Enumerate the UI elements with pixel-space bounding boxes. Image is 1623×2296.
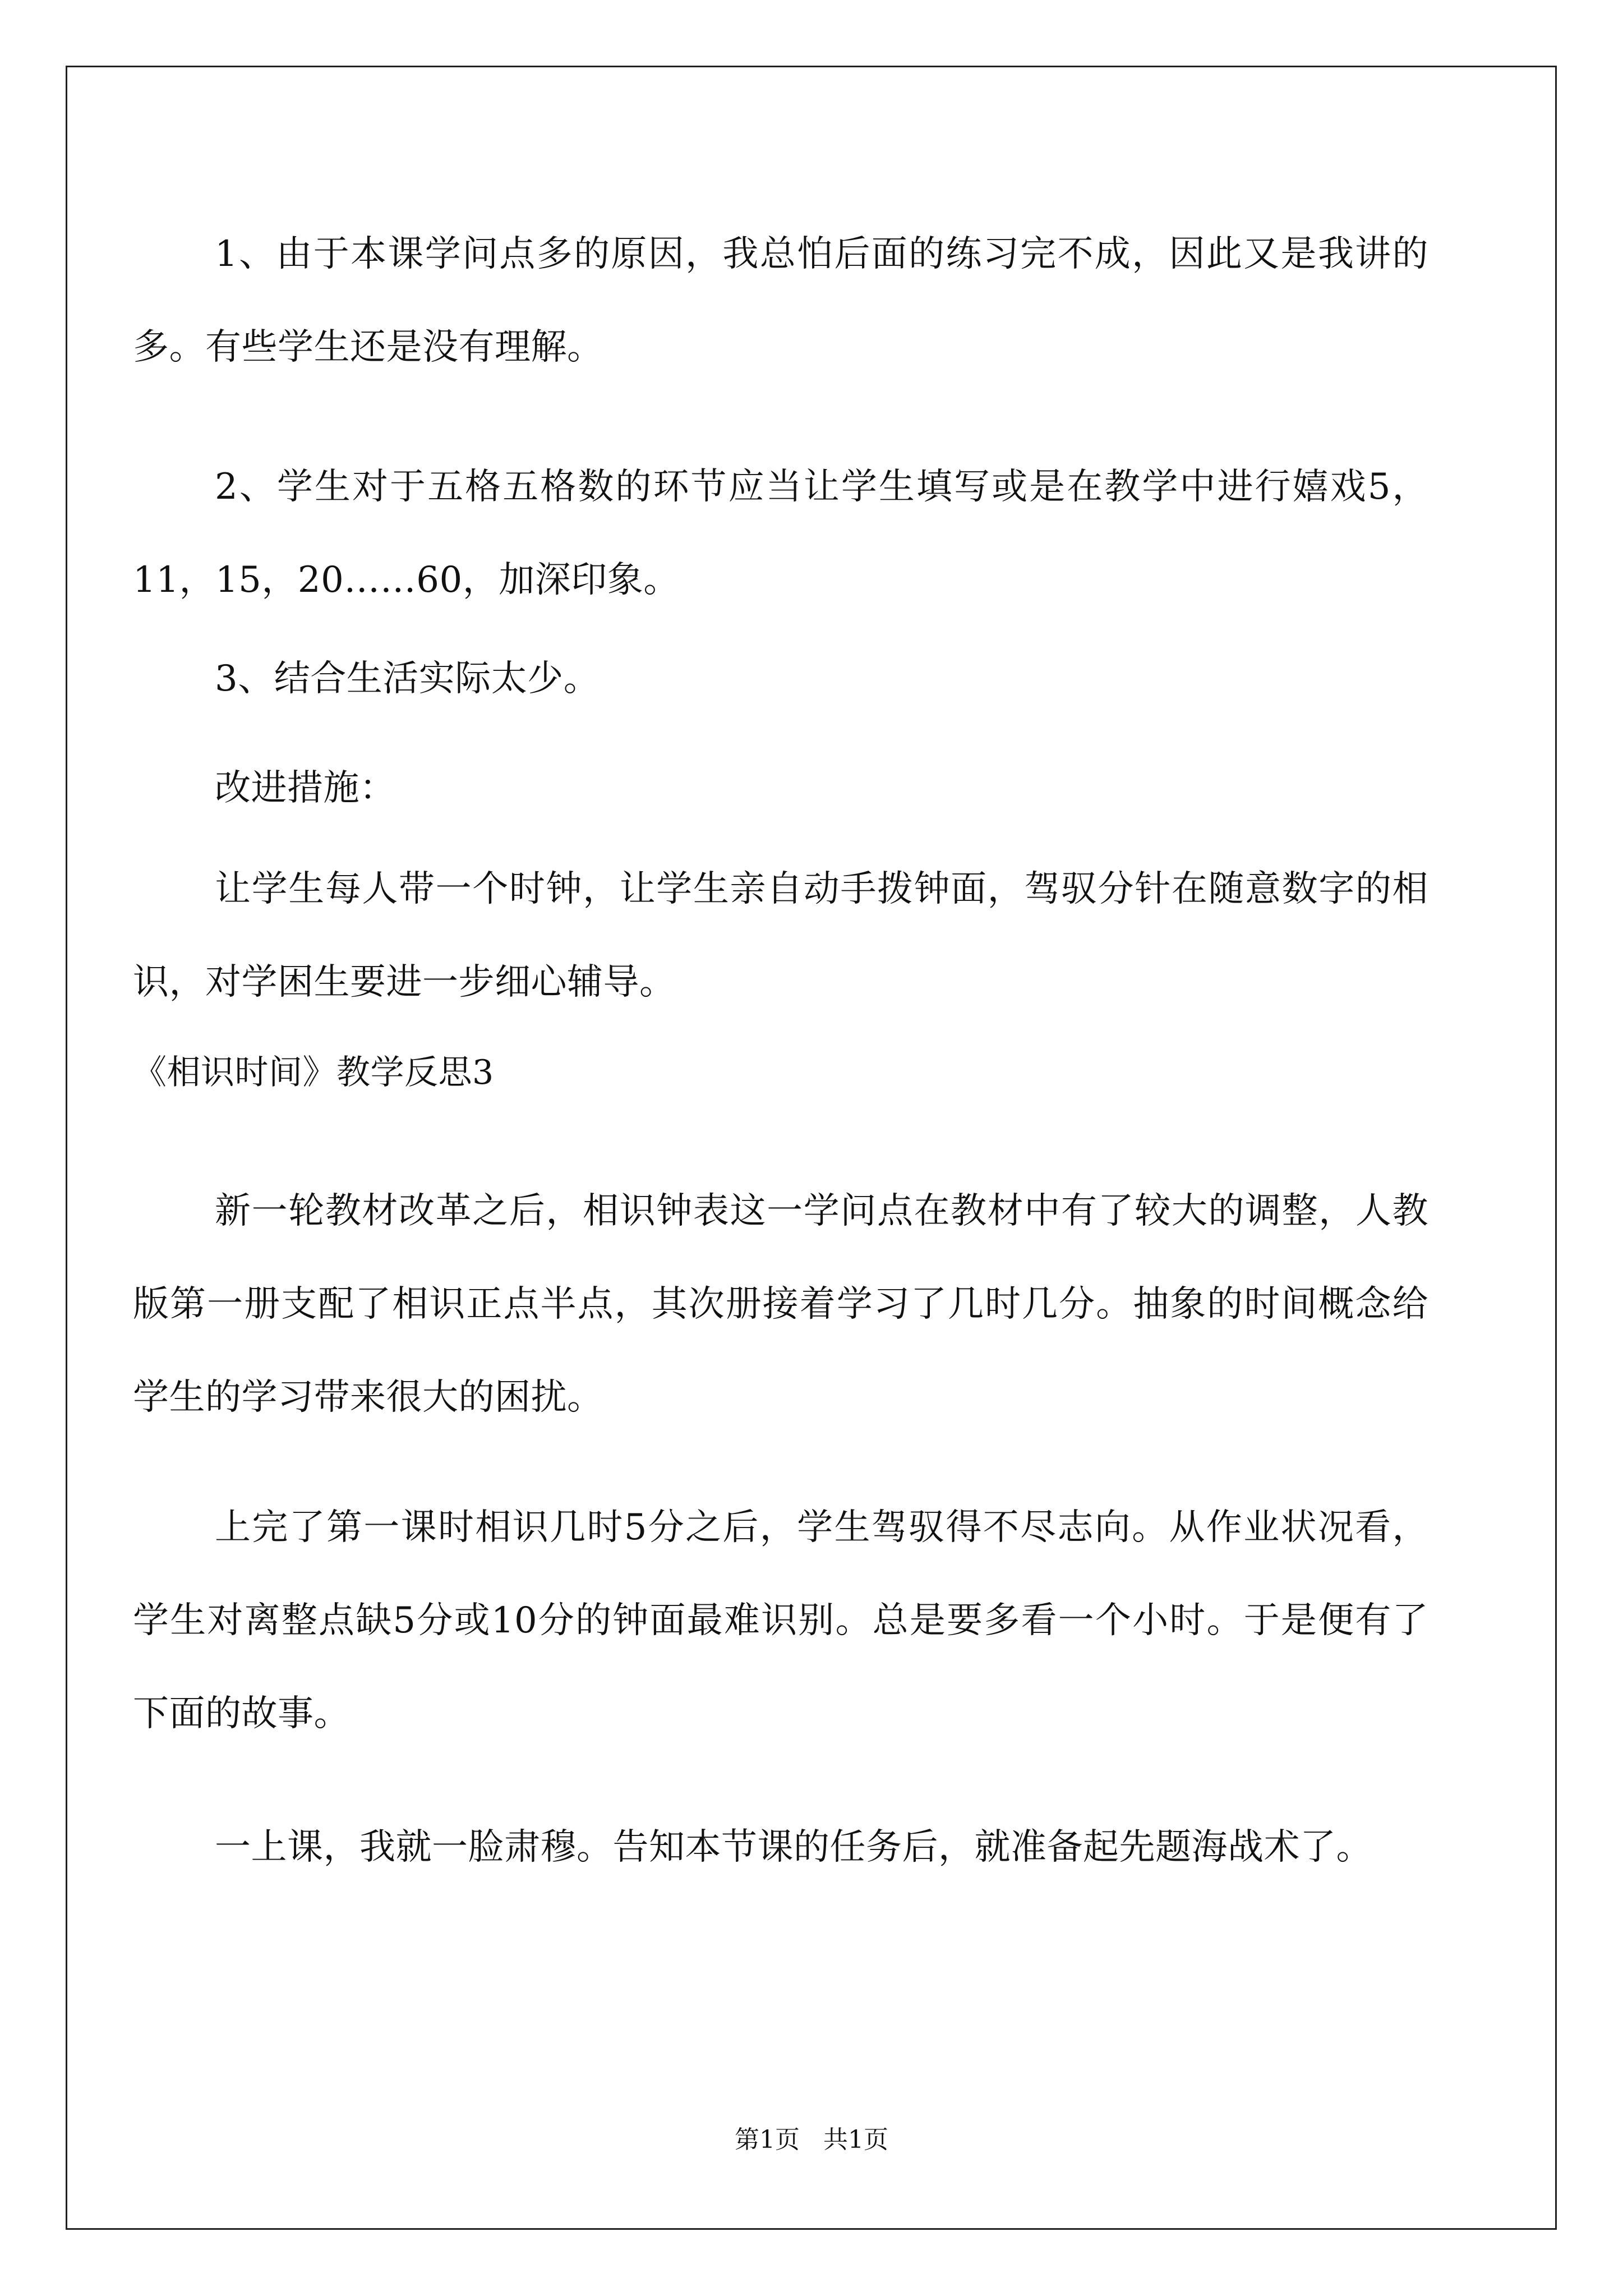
paragraph-5: 让学生每人带一个时钟，让学生亲自动手拨钟面，驾驭分针在随意数字的相识，对学困生要进一步细心辅导。 [133,868,1428,1003]
paragraph-2: 2、学生对于五格五格数的环节应当让学生填写或是在教学中进行嬉戏5，11，15，20……60，加深印象。 [133,466,1428,601]
paragraph-7: 上完了第一课时相识几时5分之后，学生驾驭得不尽志向。从作业状况看，学生对离整点缺5分或10分的钟面最难识别。总是要多看一个小时。于是便有了下面的故事。 [133,1507,1428,1734]
paragraph-6: 新一轮教材改革之后，相识钟表这一学问点在教材中有了较大的调整，人教版第一册支配了相识正点半点，其次册接着学习了几时几分。抽象的时间概念给学生的学习带来很大的困扰。 [133,1190,1428,1418]
section-heading: 《相识时间》教学反思3 [133,1053,494,1092]
paragraph-improvement-title: 改进措施： [215,767,396,809]
paragraph-1: 1、由于本课学问点多的原因，我总怕后面的练习完不成，因此又是我讲的多。有些学生还是没有理解。 [133,233,1428,368]
page-footer: 第1页 共1页 [735,2125,888,2154]
paragraph-3: 3、结合生活实际太少。 [215,658,600,700]
paragraph-8: 一上课，我就一脸肃穆。告知本节课的任务后，就准备起先题海战术了。 [215,1826,1372,1868]
